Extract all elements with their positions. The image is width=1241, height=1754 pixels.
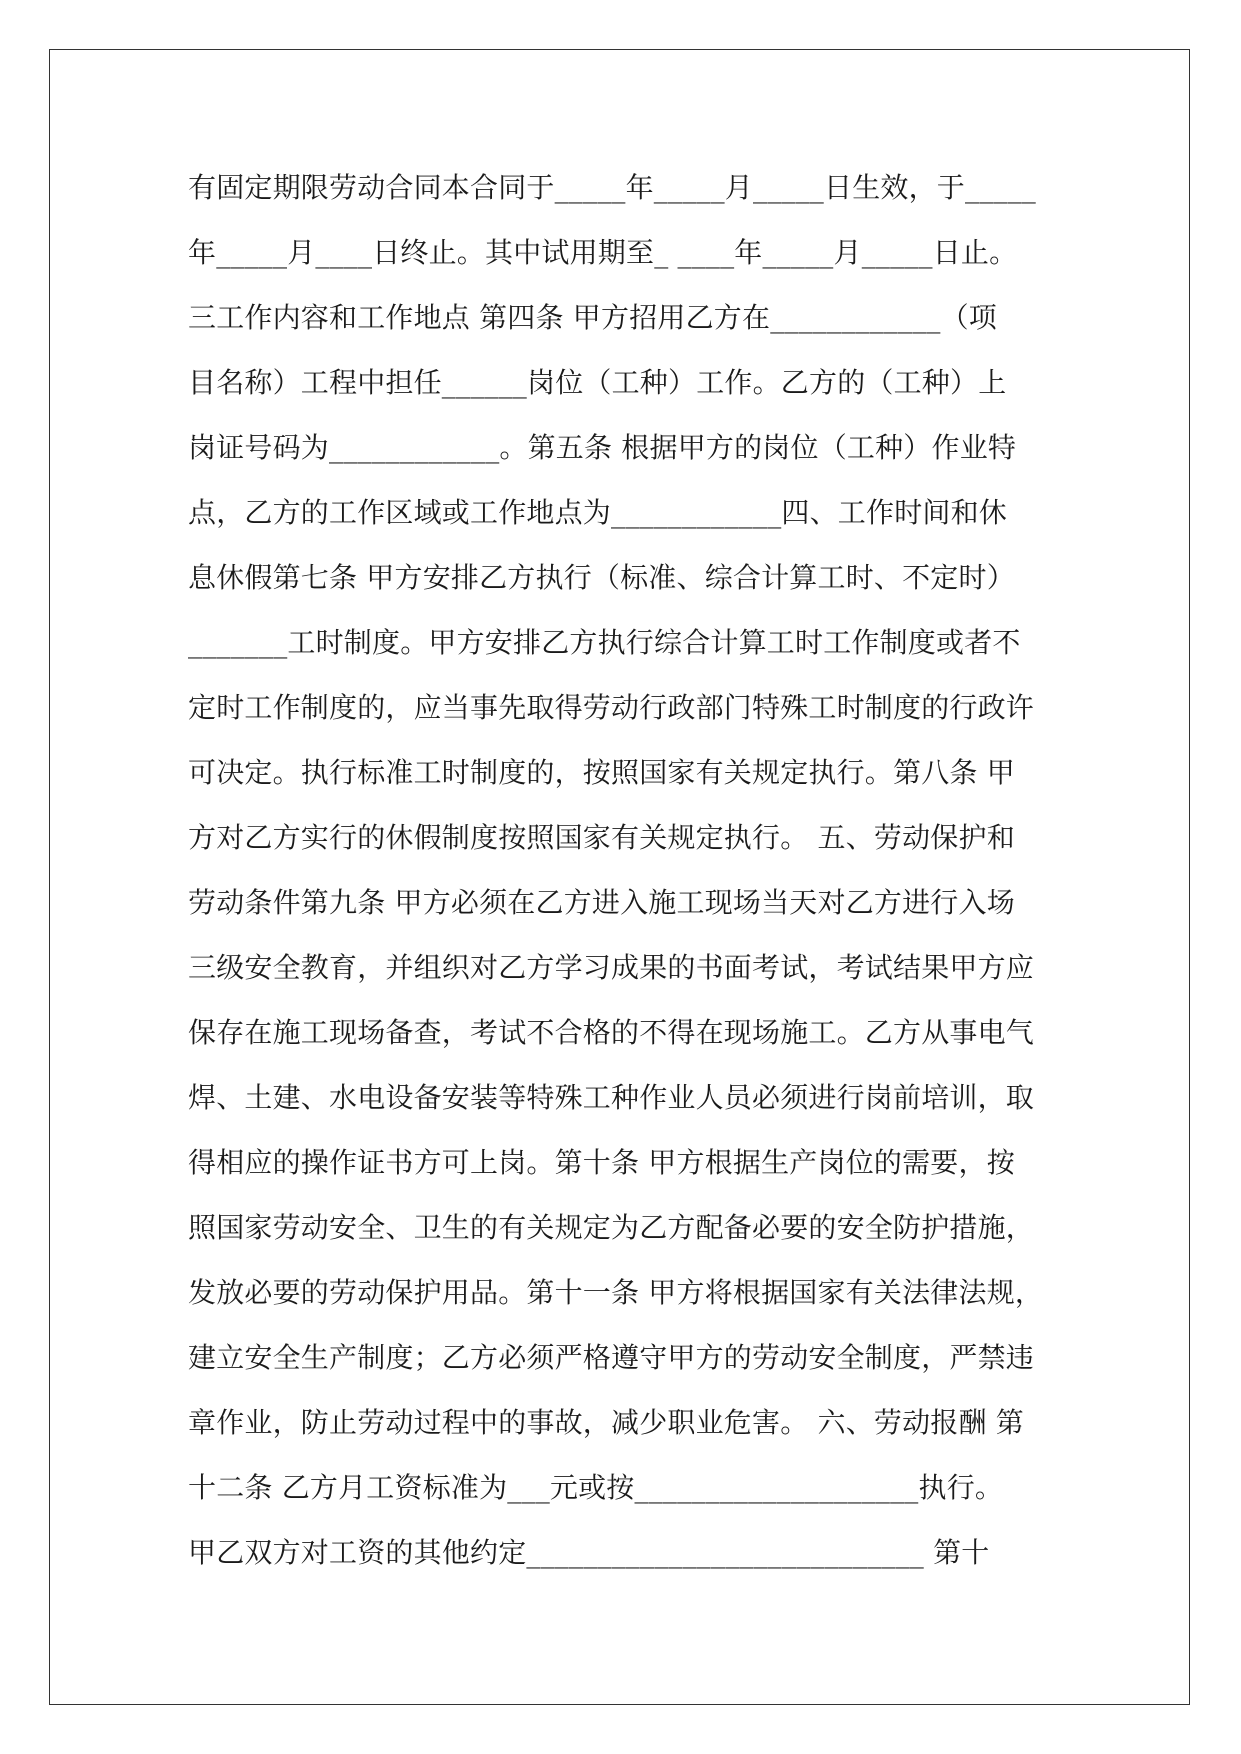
text-line: 劳动条件第九条 甲方必须在乙方进入施工现场当天对乙方进行入场 [188, 886, 1015, 919]
text-line: 保存在施工现场备查，考试不合格的不得在现场施工。乙方从事电气 [188, 1016, 1035, 1049]
text-line: 建立安全生产制度；乙方必须严格遵守甲方的劳动安全制度，严禁违 [188, 1341, 1035, 1374]
text-line: _______工时制度。甲方安排乙方执行综合计算工时工作制度或者不 [188, 626, 1021, 659]
text-line: 甲乙双方对工资的其他约定____________________________ 第十 [188, 1536, 990, 1569]
text-line: 点，乙方的工作区域或工作地点为____________四、工作时间和休 [188, 496, 1008, 529]
text-line: 三工作内容和工作地点 第四条 甲方招用乙方在____________（项 [188, 301, 998, 334]
text-line: 定时工作制度的，应当事先取得劳动行政部门特殊工时制度的行政许 [188, 691, 1035, 724]
contract-body [188, 155, 1058, 1585]
text-line: 年_____月____日终止。其中试用期至_ ____年_____月_____日止。 [188, 236, 1018, 269]
text-line: 有固定期限劳动合同本合同于_____年_____月_____日生效，于_____ [188, 171, 1037, 204]
text-line: 息休假第七条 甲方安排乙方执行（标准、综合计算工时、不定时） [188, 561, 1015, 594]
text-line: 照国家劳动安全、卫生的有关规定为乙方配备必要的安全防护措施， [188, 1211, 1035, 1244]
text-line: 目名称）工程中担任______岗位（工种）工作。乙方的（工种）上 [188, 366, 1007, 399]
text-line: 方对乙方实行的休假制度按照国家有关规定执行。 五、劳动保护和 [188, 821, 1015, 854]
text-line: 岗证号码为____________。第五条 根据甲方的岗位（工种）作业特 [188, 431, 1017, 464]
text-line: 焊、土建、水电设备安装等特殊工种作业人员必须进行岗前培训，取 [188, 1081, 1035, 1114]
text-line: 章作业，防止劳动过程中的事故，减少职业危害。 六、劳动报酬 第 [188, 1406, 1025, 1439]
text-line: 得相应的操作证书方可上岗。第十条 甲方根据生产岗位的需要，按 [188, 1146, 1015, 1179]
text-line: 发放必要的劳动保护用品。第十一条 甲方将根据国家有关法律法规， [188, 1276, 1044, 1309]
text-line: 三级安全教育，并组织对乙方学习成果的书面考试，考试结果甲方应 [188, 951, 1035, 984]
text-line: 十二条 乙方月工资标准为___元或按____________________执行。 [188, 1471, 1004, 1504]
text-line: 可决定。执行标准工时制度的，按照国家有关规定执行。第八条 甲 [188, 756, 1015, 789]
